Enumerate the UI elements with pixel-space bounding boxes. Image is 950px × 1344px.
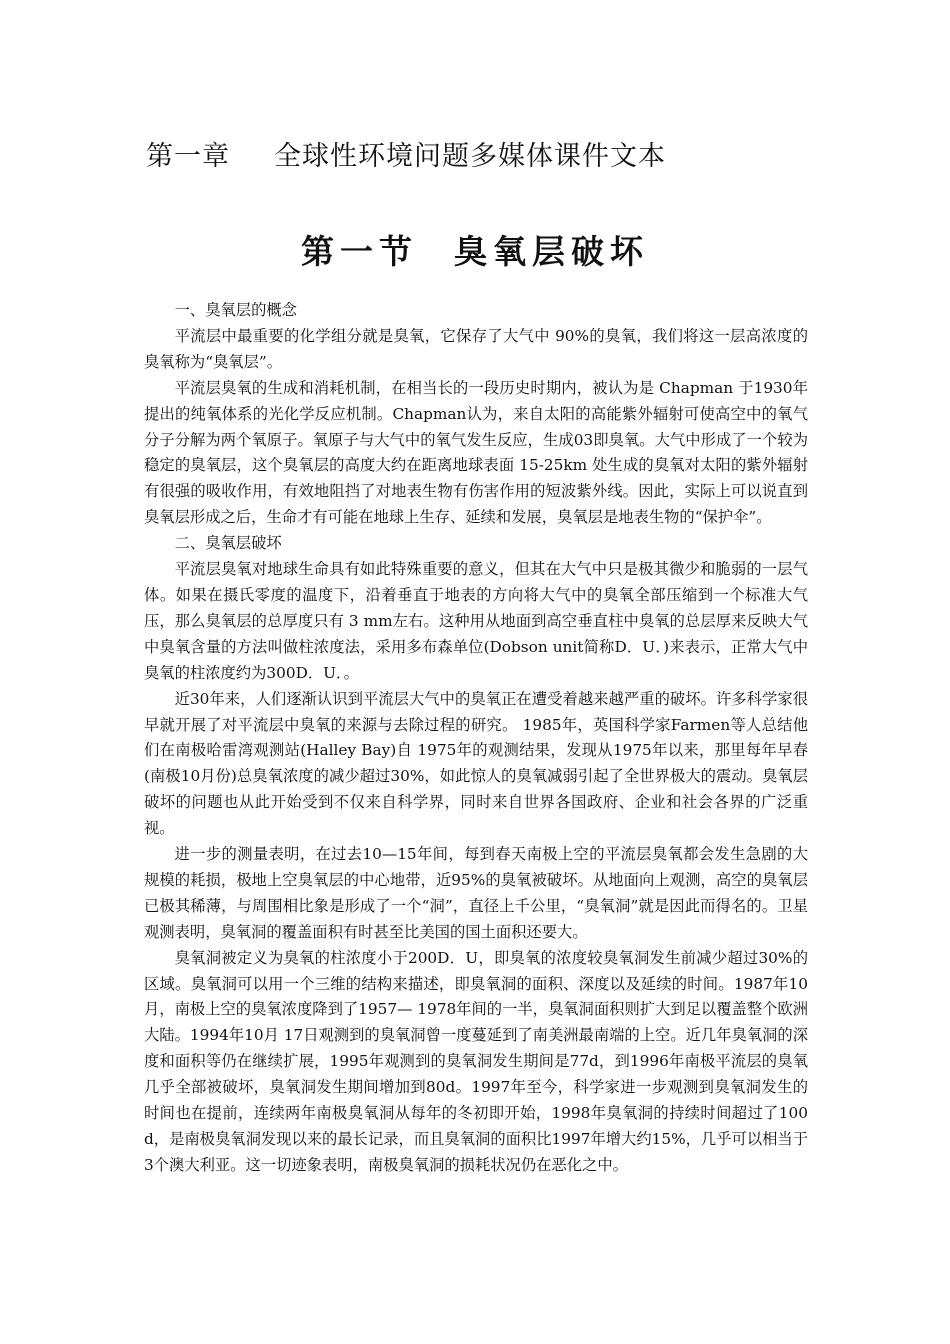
paragraph: 平流层臭氧对地球生命具有如此特殊重要的意义，但其在大气中只是极其微少和脆弱的一层气体。如果在摄氏零度的温度下，沿着垂直于地表的方向将大气中的臭氧全部压缩到一个标准大气压，那么臭氧层的总厚度只有 3 mm左右。这种用从地面到高空垂直柱中臭氧的总层厚来反映大气中臭氧含量的方法叫做柱浓度法，采用多布森单位(Dobson unit简称D．U．)来表示，正常大气中臭氧的柱浓度约为300D．U．。 — [144, 560, 808, 682]
paragraph: 臭氧洞被定义为臭氧的柱浓度小于200D．U，即臭氧的浓度较臭氧洞发生前减少超过30%的区域。臭氧洞可以用一个三维的结构来描述，即臭氧洞的面积、深度以及延续的时间。1987年10月，南极上空的臭氧浓度降到了1957— 1978年间的一半，臭氧洞面积则扩大到足以覆盖整个欧洲大陆。1994年10月 17日观测到的臭氧洞曾一度蔓延到了南美洲最南端的上空。近几年臭氧洞的深度和面积等仍在继续扩展，1995年观测到的臭氧洞发生期间是77d，到1996年南极平流层的臭氧几乎全部被破坏，臭氧洞发生期间增加到80d。1997年至今，科学家进一步观测到臭氧洞发生的时间也在提前，连续两年南极臭氧洞从每年的冬初即开始，1998年臭氧洞的持续时间超过了100 d，是南极臭氧洞发现以来的最长记录，而且臭氧洞的面积比1997年增大约15%，几乎可以相当于3个澳大利亚。这一切迹象表明，南极臭氧洞的损耗状况仍在恶化之中。 — [144, 948, 809, 1174]
paragraph: 进一步的测量表明，在过去10—15年间，每到春天南极上空的平流层臭氧都会发生急剧的大规模的耗损，极地上空臭氧层的中心地带，近95%的臭氧被破坏。从地面向上观测，高空的臭氧层已极其稀薄，与周围相比象是形成了一个“洞”，直径上千公里，“臭氧洞”就是因此而得名的。卫星观测表明，臭氧洞的覆盖面积有时甚至比美国的国土面积还要大。 — [144, 845, 808, 941]
section-title — [0, 226, 950, 273]
body-text — [144, 298, 808, 1179]
chapter-title — [146, 134, 666, 173]
chapter-heading-text: 全球性环境问题多媒体课件文本 — [274, 141, 666, 172]
chapter-label: 第一章 — [146, 141, 230, 172]
paragraph: 平流层中最重要的化学组分就是臭氧，它保存了大气中 90%的臭氧，我们将这一层高浓度的臭氧称为“臭氧层”。 — [144, 326, 808, 371]
subheading-ozone-depletion: 二、臭氧层破坏 — [174, 534, 282, 553]
subheading-ozone-concept: 一、臭氧层的概念 — [174, 301, 297, 319]
paragraph: 近30年来，人们逐渐认识到平流层大气中的臭氧正在遭受着越来越严重的破坏。许多科学家很早就开展了对平流层中臭氧的来源与去除过程的研究。 1985年，英国科学家Farmen等人总结他们在南极哈雷湾观测站(Halley Bay)自 1975年的观测结果，发现从1975年以来，那里每年早春(南极10月份)总臭氧浓度的减少超过30%，如此惊人的臭氧减弱引起了全世界极大的震动。臭氧层破坏的问题也从此开始受到不仅来自科学界，同时来自世界各国政府、企业和社会各界的广泛重视。 — [144, 689, 808, 838]
section-heading-text: 臭氧层破坏 — [454, 232, 649, 271]
paragraph: 平流层臭氧的生成和消耗机制，在相当长的一段历史时期内，被认为是 Chapman 于1930年提出的纯氧体系的光化学反应机制。Chapman认为，来自太阳的高能紫外辐射可使高空中的氧气分子分解为两个氧原子。氧原子与大气中的氧气发生反应，生成03即臭氧。大气中形成了一个较为稳定的臭氧层，这个臭氧层的高度大约在距离地球表面 15-25km 处生成的臭氧对太阳的紫外辐射有很强的吸收作用，有效地阻挡了对地表生物有伤害作用的短波紫外线。因此，实际上可以说直到臭氧层形成之后，生命才有可能在地球上生存、延续和发展，臭氧层是地表生物的“保护伞”。 — [144, 378, 808, 527]
section-label: 第一节 — [301, 232, 418, 271]
